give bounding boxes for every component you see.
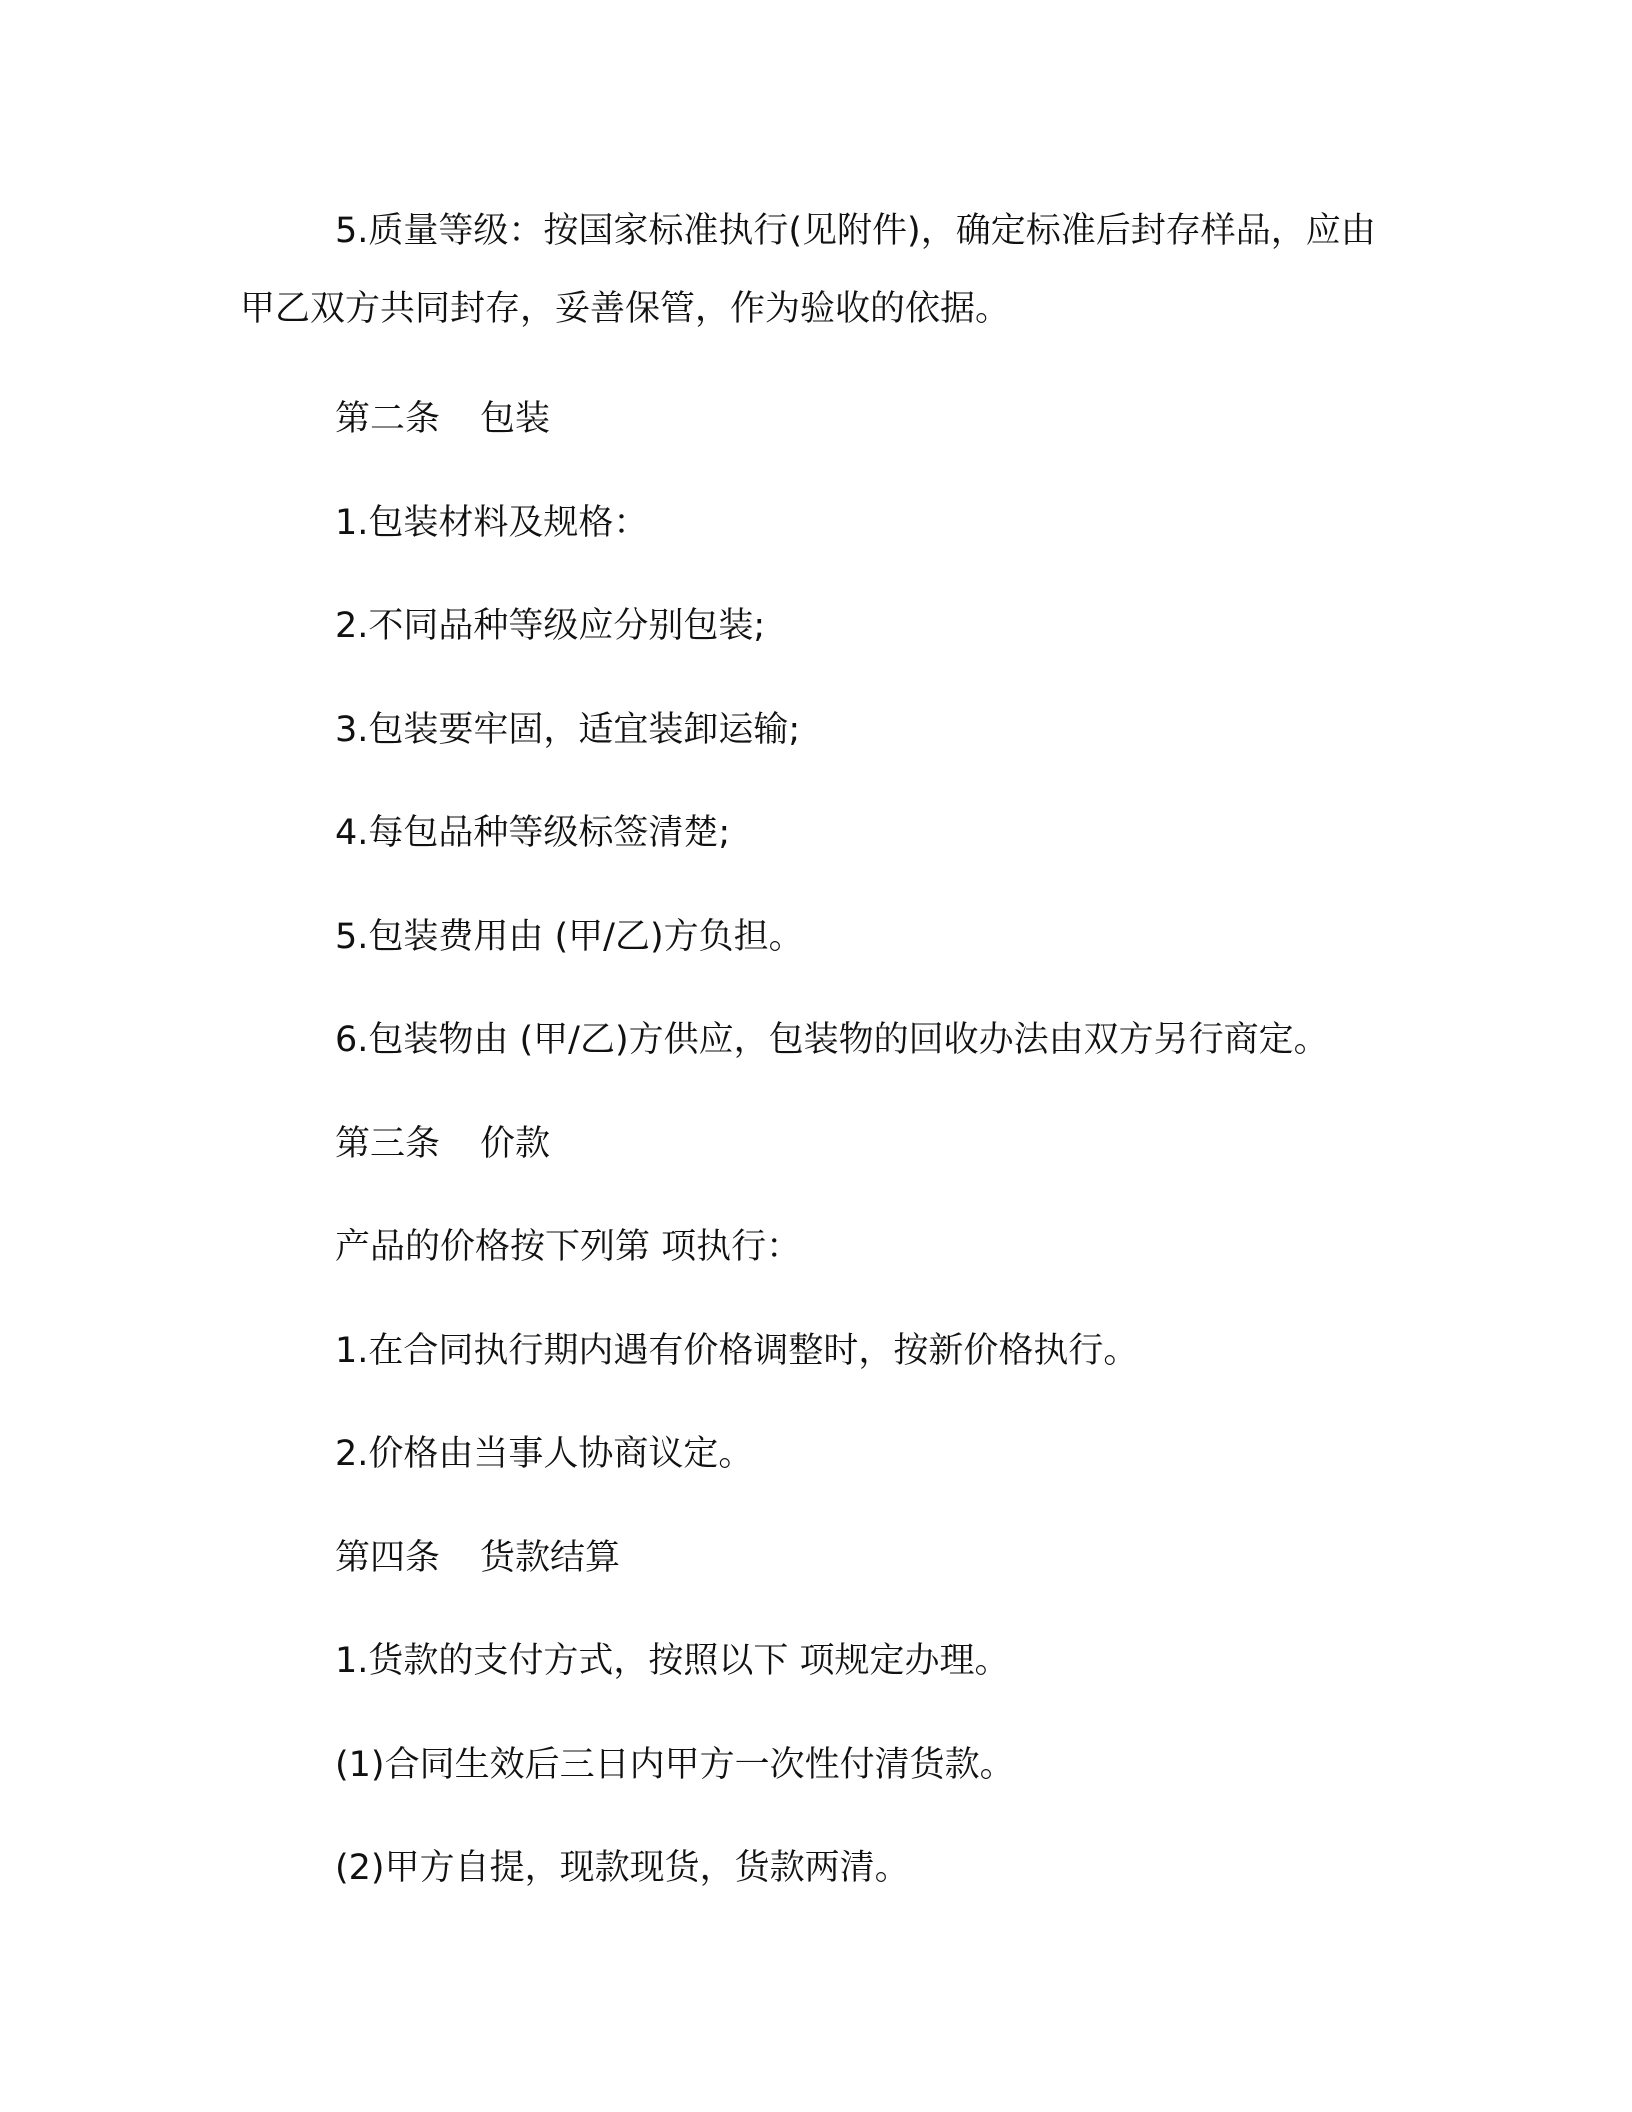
section-title: 价款 bbox=[480, 1123, 551, 1164]
paragraph-price-negotiation: 2.价格由当事人协商议定。 bbox=[335, 1434, 754, 1474]
section-title: 货款结算 bbox=[480, 1537, 621, 1578]
section-number: 第三条 bbox=[335, 1123, 441, 1164]
paragraph-payment-method: 1.货款的支付方式，按照以下 项规定办理。 bbox=[335, 1641, 1010, 1681]
section-heading-settlement bbox=[240, 1507, 1390, 1611]
paragraph-labels: 4.每包品种等级标签清楚; bbox=[335, 813, 731, 853]
paragraph-price-adjustment: 1.在合同执行期内遇有价格调整时，按新价格执行。 bbox=[335, 1330, 1139, 1371]
paragraph-quality-grade: 5.质量等级：按国家标准执行(见附件)，确定标准后封存样品，应由甲乙双方共同封存，妥善保管，作为验收的依据。 bbox=[240, 211, 1376, 329]
document-body bbox=[240, 192, 1390, 1921]
paragraph-sturdy-packaging: 3.包装要牢固，适宜装卸运输; bbox=[335, 709, 801, 750]
section-number: 第四条 bbox=[335, 1537, 441, 1578]
paragraph-payment-option-1: (1)合同生效后三日内甲方一次性付清货款。 bbox=[335, 1744, 1015, 1785]
paragraph-separate-packaging: 2.不同品种等级应分别包装; bbox=[335, 606, 766, 646]
paragraph-price-terms: 产品的价格按下列第 项执行： bbox=[335, 1227, 802, 1267]
paragraph-packaging-supply: 6.包装物由 (甲/乙)方供应，包装物的回收办法由双方另行商定。 bbox=[335, 1020, 1329, 1060]
paragraph-packaging-cost: 5.包装费用由 (甲/乙)方负担。 bbox=[335, 916, 804, 957]
paragraph-packaging-material: 1.包装材料及规格： bbox=[335, 502, 649, 543]
paragraph-payment-option-2: (2)甲方自提，现款现货，货款两清。 bbox=[335, 1848, 910, 1888]
section-heading-price bbox=[240, 1093, 1390, 1197]
section-heading-packaging bbox=[240, 368, 1390, 472]
section-title: 包装 bbox=[480, 399, 551, 439]
section-number: 第二条 bbox=[335, 399, 441, 439]
